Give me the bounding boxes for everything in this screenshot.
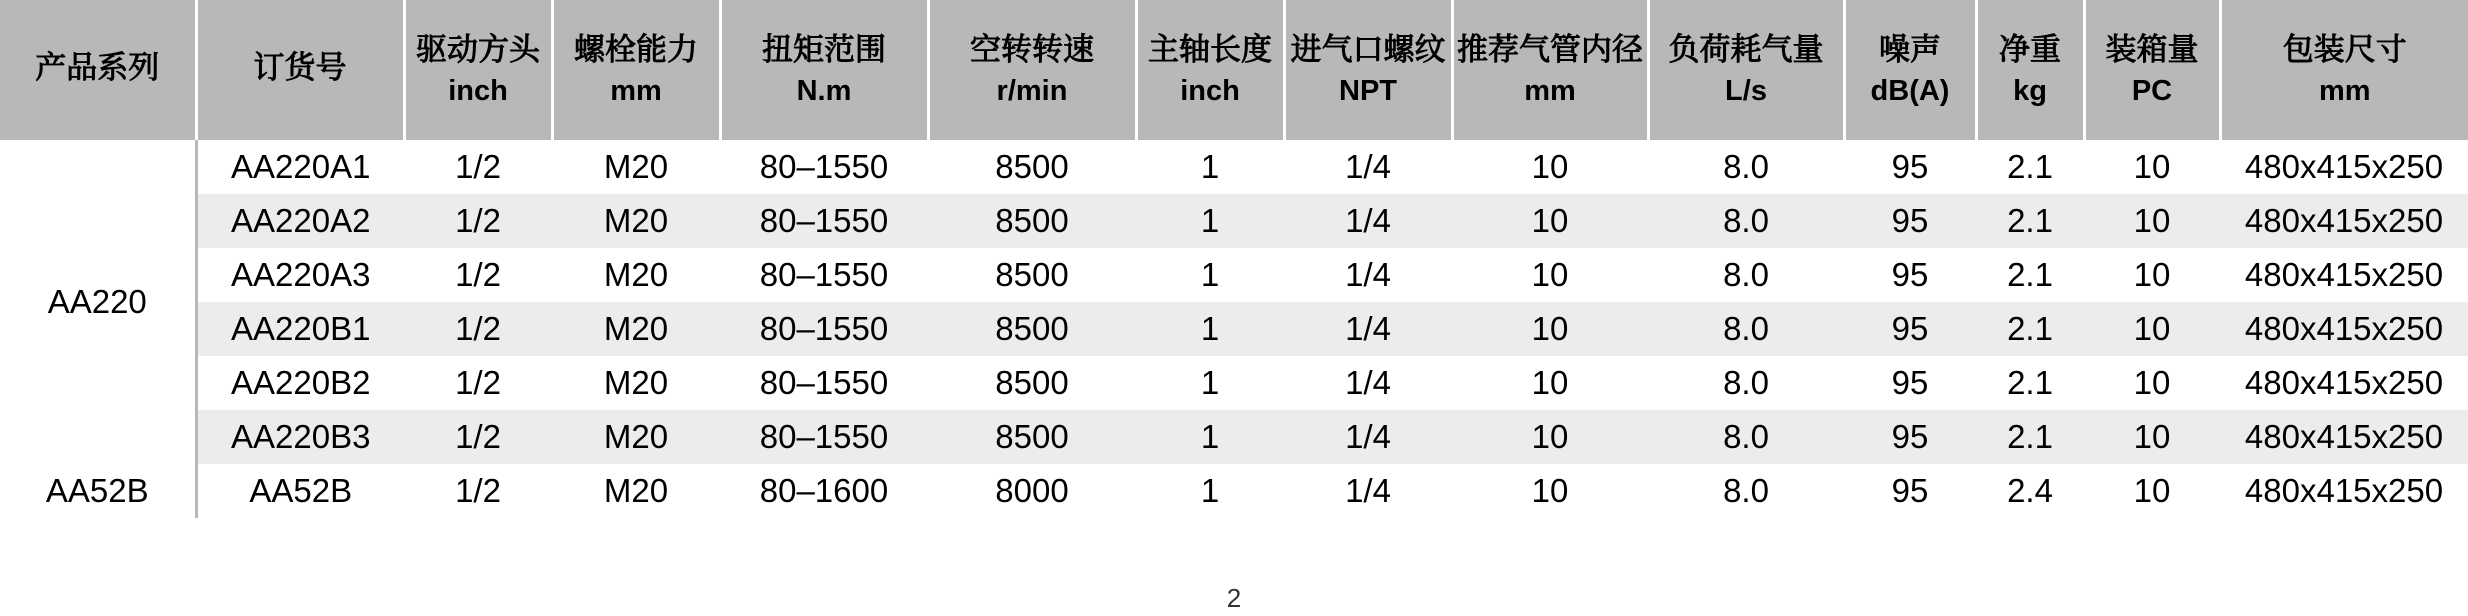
cell-bolt-capacity: M20 bbox=[552, 464, 720, 518]
cell-torque-range: 80–1550 bbox=[720, 248, 928, 302]
column-header-title: 净重 bbox=[1999, 31, 2061, 67]
cell-air-inlet-thread: 1/4 bbox=[1284, 464, 1452, 518]
cell-net-weight: 2.1 bbox=[1976, 248, 2084, 302]
column-header-title: 扭矩范围 bbox=[762, 31, 886, 67]
column-header-torque-range bbox=[720, 0, 928, 140]
column-header-unit: kg bbox=[2013, 75, 2047, 108]
cell-packing-quantity: 10 bbox=[2084, 302, 2220, 356]
column-header-order-number bbox=[196, 0, 404, 140]
column-header-title: 螺栓能力 bbox=[574, 31, 698, 67]
cell-free-speed: 8000 bbox=[928, 464, 1136, 518]
column-header-unit: mm bbox=[2318, 75, 2371, 108]
cell-air-inlet-thread: 1/4 bbox=[1284, 248, 1452, 302]
cell-bolt-capacity: M20 bbox=[552, 194, 720, 248]
cell-torque-range: 80–1550 bbox=[720, 410, 928, 464]
column-header-free-speed bbox=[928, 0, 1136, 140]
cell-air-consumption: 8.0 bbox=[1648, 194, 1844, 248]
column-header-unit: NPT bbox=[1339, 75, 1397, 108]
cell-bolt-capacity: M20 bbox=[552, 140, 720, 194]
column-header-title: 噪声 bbox=[1879, 31, 1941, 67]
table-row bbox=[0, 140, 2468, 194]
column-header-air-consumption bbox=[1648, 0, 1844, 140]
cell-packing-quantity: 10 bbox=[2084, 194, 2220, 248]
column-header-title: 装箱量 bbox=[2105, 31, 2199, 67]
column-header-noise bbox=[1844, 0, 1976, 140]
cell-bolt-capacity: M20 bbox=[552, 410, 720, 464]
cell-spindle-length: 1 bbox=[1136, 194, 1284, 248]
cell-packing-quantity: 10 bbox=[2084, 464, 2220, 518]
footer-strip bbox=[0, 574, 2468, 616]
column-header-unit: inch bbox=[448, 75, 508, 108]
column-header-title: 订货号 bbox=[253, 49, 347, 85]
cell-net-weight: 2.1 bbox=[1976, 356, 2084, 410]
column-header-air-inlet-thread bbox=[1284, 0, 1452, 140]
cell-noise: 95 bbox=[1844, 302, 1976, 356]
cell-package-size: 480x415x250 bbox=[2220, 356, 2468, 410]
cell-packing-quantity: 10 bbox=[2084, 140, 2220, 194]
table-row bbox=[0, 410, 2468, 464]
column-header-title: 负荷耗气量 bbox=[1668, 31, 1824, 67]
cell-noise: 95 bbox=[1844, 464, 1976, 518]
cell-air-consumption: 8.0 bbox=[1648, 356, 1844, 410]
cell-spindle-length: 1 bbox=[1136, 248, 1284, 302]
cell-net-weight: 2.1 bbox=[1976, 302, 2084, 356]
cell-torque-range: 80–1550 bbox=[720, 140, 928, 194]
column-header-unit: PC bbox=[2131, 75, 2173, 108]
table-body bbox=[0, 140, 2468, 518]
column-header-title: 驱动方头 bbox=[416, 31, 540, 67]
cell-torque-range: 80–1550 bbox=[720, 302, 928, 356]
cell-bolt-capacity: M20 bbox=[552, 302, 720, 356]
cell-hose-inner-diameter: 10 bbox=[1452, 464, 1648, 518]
cell-order-number: AA52B bbox=[196, 464, 404, 518]
table-row bbox=[0, 302, 2468, 356]
cell-packing-quantity: 10 bbox=[2084, 356, 2220, 410]
column-header-package-size bbox=[2220, 0, 2468, 140]
column-header-title: 推荐气管内径 bbox=[1457, 31, 1643, 67]
cell-order-number: AA220B2 bbox=[196, 356, 404, 410]
cell-drive-square: 1/2 bbox=[404, 302, 552, 356]
cell-package-size: 480x415x250 bbox=[2220, 194, 2468, 248]
cell-air-inlet-thread: 1/4 bbox=[1284, 194, 1452, 248]
cell-order-number: AA220B1 bbox=[196, 302, 404, 356]
cell-drive-square: 1/2 bbox=[404, 248, 552, 302]
cell-packing-quantity: 10 bbox=[2084, 410, 2220, 464]
table-row bbox=[0, 464, 2468, 518]
column-header-unit: r/min bbox=[996, 75, 1068, 108]
cell-drive-square: 1/2 bbox=[404, 464, 552, 518]
cell-air-consumption: 8.0 bbox=[1648, 464, 1844, 518]
column-header-title: 主轴长度 bbox=[1148, 31, 1272, 67]
cell-hose-inner-diameter: 10 bbox=[1452, 194, 1648, 248]
cell-free-speed: 8500 bbox=[928, 356, 1136, 410]
cell-air-consumption: 8.0 bbox=[1648, 302, 1844, 356]
cell-net-weight: 2.1 bbox=[1976, 194, 2084, 248]
column-header-title: 产品系列 bbox=[35, 49, 160, 85]
column-header-hose-inner-diameter bbox=[1452, 0, 1648, 140]
cell-noise: 95 bbox=[1844, 248, 1976, 302]
table-header-row bbox=[0, 0, 2468, 140]
cell-hose-inner-diameter: 10 bbox=[1452, 248, 1648, 302]
table-row bbox=[0, 356, 2468, 410]
column-header-unit: mm bbox=[610, 75, 662, 108]
column-header-bolt-capacity bbox=[552, 0, 720, 140]
cell-package-size: 480x415x250 bbox=[2220, 302, 2468, 356]
cell-package-size: 480x415x250 bbox=[2220, 464, 2468, 518]
cell-product-series: AA52B bbox=[0, 464, 196, 518]
table-row bbox=[0, 248, 2468, 302]
cell-air-inlet-thread: 1/4 bbox=[1284, 410, 1452, 464]
cell-air-inlet-thread: 1/4 bbox=[1284, 302, 1452, 356]
table-header bbox=[0, 0, 2468, 140]
column-header-title: 包装尺寸 bbox=[2282, 31, 2407, 67]
cell-hose-inner-diameter: 10 bbox=[1452, 410, 1648, 464]
cell-spindle-length: 1 bbox=[1136, 140, 1284, 194]
column-header-packing-quantity bbox=[2084, 0, 2220, 140]
cell-order-number: AA220B3 bbox=[196, 410, 404, 464]
cell-drive-square: 1/2 bbox=[404, 356, 552, 410]
cell-torque-range: 80–1550 bbox=[720, 356, 928, 410]
cell-hose-inner-diameter: 10 bbox=[1452, 356, 1648, 410]
cell-drive-square: 1/2 bbox=[404, 410, 552, 464]
column-header-net-weight bbox=[1976, 0, 2084, 140]
column-header-title: 进气口螺纹 bbox=[1290, 31, 1446, 67]
cell-noise: 95 bbox=[1844, 356, 1976, 410]
column-header-spindle-length bbox=[1136, 0, 1284, 140]
column-header-unit: dB(A) bbox=[1870, 75, 1950, 108]
cell-spindle-length: 1 bbox=[1136, 302, 1284, 356]
cell-hose-inner-diameter: 10 bbox=[1452, 302, 1648, 356]
column-header-drive-square bbox=[404, 0, 552, 140]
cell-net-weight: 2.4 bbox=[1976, 464, 2084, 518]
cell-net-weight: 2.1 bbox=[1976, 140, 2084, 194]
cell-torque-range: 80–1550 bbox=[720, 194, 928, 248]
cell-noise: 95 bbox=[1844, 410, 1976, 464]
cell-bolt-capacity: M20 bbox=[552, 248, 720, 302]
cell-torque-range: 80–1600 bbox=[720, 464, 928, 518]
column-header-unit: inch bbox=[1180, 75, 1240, 108]
cell-package-size: 480x415x250 bbox=[2220, 248, 2468, 302]
cell-free-speed: 8500 bbox=[928, 302, 1136, 356]
column-header-unit: mm bbox=[1524, 75, 1576, 108]
cell-hose-inner-diameter: 10 bbox=[1452, 140, 1648, 194]
cell-package-size: 480x415x250 bbox=[2220, 140, 2468, 194]
cell-order-number: AA220A3 bbox=[196, 248, 404, 302]
cell-free-speed: 8500 bbox=[928, 410, 1136, 464]
cell-free-speed: 8500 bbox=[928, 248, 1136, 302]
cell-packing-quantity: 10 bbox=[2084, 248, 2220, 302]
cell-spindle-length: 1 bbox=[1136, 410, 1284, 464]
cell-air-inlet-thread: 1/4 bbox=[1284, 356, 1452, 410]
cell-air-consumption: 8.0 bbox=[1648, 248, 1844, 302]
cell-noise: 95 bbox=[1844, 194, 1976, 248]
cell-air-consumption: 8.0 bbox=[1648, 410, 1844, 464]
cell-free-speed: 8500 bbox=[928, 140, 1136, 194]
cell-spindle-length: 1 bbox=[1136, 464, 1284, 518]
cell-drive-square: 1/2 bbox=[404, 140, 552, 194]
cell-spindle-length: 1 bbox=[1136, 356, 1284, 410]
column-header-unit: L/s bbox=[1725, 75, 1767, 108]
column-header-title: 空转转速 bbox=[970, 31, 1094, 67]
page-number: 2 bbox=[1226, 583, 1242, 613]
cell-free-speed: 8500 bbox=[928, 194, 1136, 248]
table-row bbox=[0, 194, 2468, 248]
column-header-unit: N.m bbox=[796, 75, 852, 108]
cell-order-number: AA220A2 bbox=[196, 194, 404, 248]
cell-order-number: AA220A1 bbox=[196, 140, 404, 194]
column-header-product-series bbox=[0, 0, 196, 140]
cell-package-size: 480x415x250 bbox=[2220, 410, 2468, 464]
cell-noise: 95 bbox=[1844, 140, 1976, 194]
cell-air-consumption: 8.0 bbox=[1648, 140, 1844, 194]
cell-product-series: AA220 bbox=[0, 140, 196, 464]
cell-drive-square: 1/2 bbox=[404, 194, 552, 248]
cell-air-inlet-thread: 1/4 bbox=[1284, 140, 1452, 194]
cell-net-weight: 2.1 bbox=[1976, 410, 2084, 464]
cell-bolt-capacity: M20 bbox=[552, 356, 720, 410]
